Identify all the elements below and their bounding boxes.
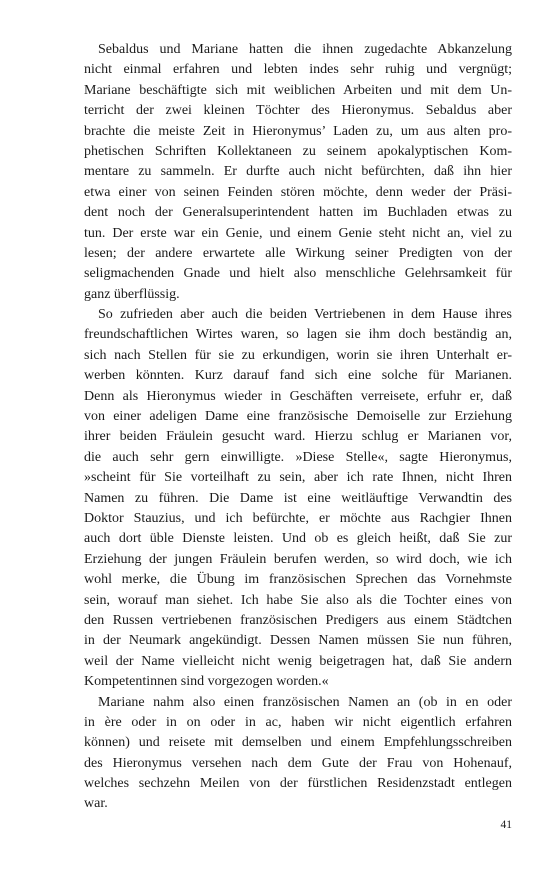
text-line: welches sechzehn Meilen von der fürstlichen Residenzstadt entlegen xyxy=(84,776,512,792)
text-line: den Russen vertriebenen französischen Predigers aus einem Städtchen xyxy=(84,612,512,628)
text-line: etwa einer von seinen Feinden stören möchte, denn weder der Präsi- xyxy=(84,184,512,200)
body-text xyxy=(84,40,512,815)
text-line: die auch sehr gern einwilligte. »Diese Stelle«, sagte Hieronymus, xyxy=(84,449,512,465)
text-line: Mariane beschäftigte sich mit weiblichen Arbeiten und mit dem Un- xyxy=(84,82,512,98)
text-line: Denn als Hieronymus wieder in Geschäften verreisete, erfuhr er, daß xyxy=(84,388,512,404)
text-line: in der Neumark angekündigt. Dessen Namen müssen Sie nun führen, xyxy=(84,633,512,649)
text-line: können) und reisete mit demselben und einem Empfehlungsschreiben xyxy=(84,735,512,751)
text-line: Doktor Stauzius, und ich befürchte, er möchte aus Rachgier Ihnen xyxy=(84,510,512,526)
text-line: Sebaldus und Mariane hatten die ihnen zugedachte Abkanzelung xyxy=(98,42,512,57)
text-line: weil der Name vielleicht nicht wenig beigetragen hat, daß Sie andern xyxy=(84,653,512,669)
text-line: nicht einmal erfahren und lebten indes sehr ruhig und vergnügt; xyxy=(84,62,512,78)
text-line: ganz überflüssig. xyxy=(84,286,180,302)
text-line: »scheint für Sie vorteilhaft zu sein, aber ich rate Ihnen, nicht Ihren xyxy=(84,470,512,486)
text-line: von einer adeligen Dame eine französische Demoiselle zur Erziehung xyxy=(84,409,512,425)
text-line: freundschaftlichen Wirtes waren, so lagen sie ihm doch beständig an, xyxy=(84,327,512,343)
text-line: phetischen Schriften Kollektaneen zu seinem apokalyptischen Kom- xyxy=(84,143,512,159)
text-line: ihrer beiden Fräulein gesucht ward. Hierzu schlug er Marianen vor, xyxy=(84,429,512,445)
page-number: 41 xyxy=(500,819,512,831)
text-line: sein, worauf man siehet. Ich habe Sie also als die Tochter eines von xyxy=(84,592,512,608)
text-line: dent noch der Generalsuperintendent hatten im Buchladen etwas zu xyxy=(84,205,512,221)
text-line: werben könnten. Kurz darauf fand sich eine solche für Marianen. xyxy=(84,368,512,384)
text-line: des Hieronymus versehen nach dem Gute der Frau von Hohenauf, xyxy=(84,755,512,771)
text-line: Erziehung der jungen Fräulein berufen werden, so wird doch, wie ich xyxy=(84,551,512,567)
text-line: Kompetentinnen sind vorgezogen worden.« xyxy=(84,674,329,690)
text-line: Mariane nahm also einen französischen Namen an (ob in en oder xyxy=(98,694,512,710)
text-line: tun. Der erste war ein Genie, und einem Genie steht nicht an, viel zu xyxy=(84,225,512,241)
text-line: lesen; der andere erwartete alle Wirkung seiner Predigten von der xyxy=(84,245,512,261)
paragraph-1 xyxy=(84,40,512,305)
text-line: mentare zu sammeln. Er durfte auch nicht befürchten, daß ihn hier xyxy=(84,164,512,180)
text-line: wohl merke, die Übung im französischen Sprechen das Vornehmste xyxy=(84,572,512,588)
paragraph-3 xyxy=(84,693,512,815)
text-line: auch dort üble Dienste leisten. Und ob es gleich heißt, daß Sie zur xyxy=(84,531,512,547)
text-line: brachte die meiste Zeit in Hieronymus’ Laden zu, um aus alten pro- xyxy=(84,123,512,139)
text-line: So zufrieden aber auch die beiden Vertriebenen in dem Hause ihres xyxy=(98,307,512,323)
text-line: Namen zu führen. Die Dame ist eine weitläuftige Verwandtin des xyxy=(84,490,512,506)
paragraph-2 xyxy=(84,305,512,692)
text-line: terricht der zwei kleinen Töchter des Hieronymus. Sebaldus aber xyxy=(84,103,512,119)
text-line: sich nach Stellen für sie zu erkundigen, worin sie ihren Unterhalt er- xyxy=(84,347,512,363)
text-line: seligmachenden Gnade und hielt also menschliche Gelehrsamkeit für xyxy=(84,266,512,282)
text-line: war. xyxy=(84,796,108,812)
text-line: in ère oder in on oder in ac, haben wir nicht eigentlich erfahren xyxy=(84,714,512,730)
